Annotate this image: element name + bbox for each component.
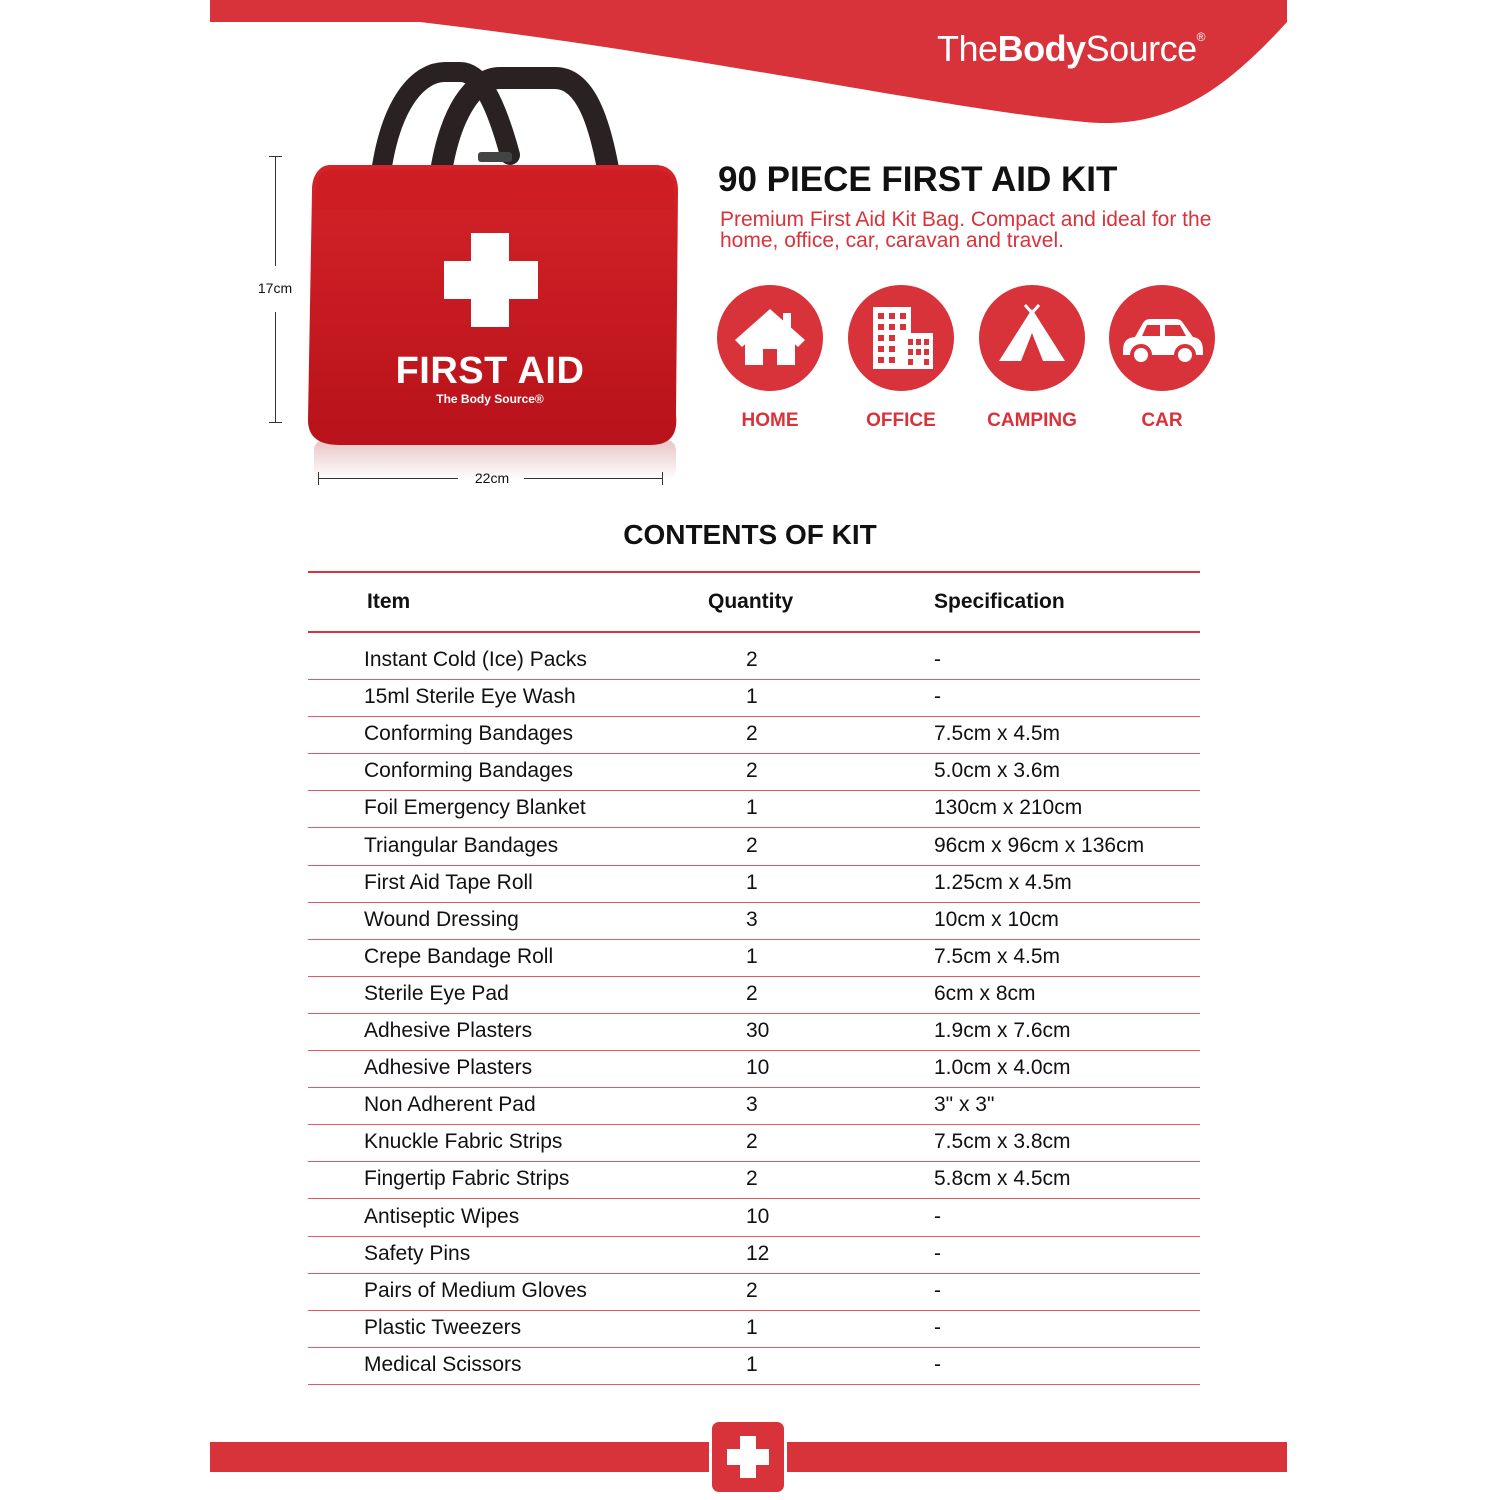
table-row-divider [308, 1384, 1200, 1385]
car-icon [1109, 285, 1215, 391]
item-quantity: 30 [746, 1019, 770, 1042]
bag-brand: The Body Source® [436, 392, 544, 406]
office-building-icon [848, 285, 954, 391]
item-quantity: 2 [746, 1167, 758, 1191]
use-label-office: OFFICE [866, 410, 936, 431]
item-specification: 1.0cm x 4.0cm [934, 1056, 1071, 1080]
tent-icon [979, 285, 1085, 391]
item-specification: - [934, 1352, 941, 1376]
item-quantity: 2 [746, 759, 758, 783]
item-quantity: 12 [746, 1241, 770, 1265]
first-aid-bag-image [300, 60, 700, 480]
contents-title: CONTENTS OF KIT [623, 519, 877, 550]
table-row-divider [308, 716, 1200, 717]
item-name: Adhesive Plasters [364, 1019, 533, 1042]
width-dimension-cap [662, 472, 663, 485]
use-label-home: HOME [741, 410, 799, 431]
product-title: 90 PIECE FIRST AID KIT [718, 160, 1118, 199]
item-name: Instant Cold (Ice) Packs [364, 648, 587, 671]
footer-bar-left [210, 1442, 709, 1472]
height-dimension-label: 17cm [250, 280, 300, 296]
item-specification: 96cm x 96cm x 136cm [934, 833, 1145, 857]
item-name: Conforming Bandages [364, 722, 573, 746]
item-quantity: 1 [746, 1352, 758, 1376]
use-label-car: CAR [1141, 410, 1183, 431]
table-row-divider [308, 1273, 1200, 1274]
item-quantity: 2 [746, 981, 758, 1005]
height-dimension-cap [269, 156, 282, 157]
item-specification: 10cm x 10cm [934, 907, 1059, 931]
item-quantity: 2 [746, 1278, 758, 1302]
width-dimension-line [318, 478, 458, 479]
item-name: Triangular Bandages [364, 833, 559, 857]
item-name: Medical Scissors [364, 1352, 522, 1376]
medical-cross-icon [709, 1419, 787, 1495]
table-row-divider [308, 1198, 1200, 1199]
item-quantity: 2 [746, 722, 758, 746]
item-specification: - [934, 1278, 941, 1302]
home-icon [717, 285, 823, 391]
table-row-divider [308, 1161, 1200, 1162]
item-name: Foil Emergency Blanket [364, 796, 586, 820]
item-name: Safety Pins [364, 1241, 471, 1265]
width-dimension-label: 22cm [474, 470, 510, 486]
item-specification: 1.9cm x 7.6cm [934, 1019, 1071, 1042]
item-quantity: 1 [746, 944, 758, 968]
item-specification: 7.5cm x 4.5m [934, 944, 1061, 968]
column-header-item: Item [367, 590, 411, 613]
table-row-divider [308, 790, 1200, 791]
item-quantity: 2 [746, 648, 758, 671]
column-header-quantity: Quantity [708, 590, 794, 613]
item-name: Wound Dressing [364, 907, 519, 931]
table-row-divider [308, 1124, 1200, 1125]
column-header-specification: Specification [934, 590, 1065, 613]
width-dimension-line [524, 478, 663, 479]
use-label-camping: CAMPING [987, 410, 1077, 431]
item-name: First Aid Tape Roll [364, 870, 533, 894]
bag-label: FIRST AID [395, 350, 585, 392]
table-row-divider [308, 1013, 1200, 1014]
item-quantity: 10 [746, 1056, 770, 1080]
table-row-divider [308, 1347, 1200, 1348]
item-specification: 3" x 3" [934, 1093, 995, 1117]
brand-logo: TheBodySource® [937, 28, 1205, 69]
item-specification: 1.25cm x 4.5m [934, 870, 1072, 894]
item-quantity: 3 [746, 907, 758, 931]
item-name: Sterile Eye Pad [364, 981, 509, 1005]
item-specification: - [934, 1241, 941, 1265]
item-name: Plastic Tweezers [364, 1315, 522, 1339]
item-quantity: 1 [746, 796, 758, 820]
item-name: Crepe Bandage Roll [364, 944, 554, 968]
item-name: 15ml Sterile Eye Wash [364, 685, 576, 709]
table-row-divider [308, 679, 1200, 680]
item-specification: - [934, 1315, 941, 1339]
item-name: Adhesive Plasters [364, 1056, 533, 1080]
table-row-divider [308, 753, 1200, 754]
table-row-divider [308, 865, 1200, 866]
item-quantity: 2 [746, 833, 758, 857]
height-dimension-line [275, 312, 276, 422]
item-quantity: 3 [746, 1093, 758, 1117]
table-row-divider [308, 1050, 1200, 1051]
item-specification: - [934, 685, 941, 709]
item-specification: 6cm x 8cm [934, 981, 1036, 1005]
table-row-divider [308, 1087, 1200, 1088]
item-specification: 5.0cm x 3.6m [934, 759, 1061, 783]
height-dimension-line [275, 156, 276, 266]
table-row-divider [308, 902, 1200, 903]
item-quantity: 1 [746, 1315, 758, 1339]
item-specification: - [934, 1204, 941, 1228]
item-specification: 130cm x 210cm [934, 796, 1083, 820]
item-specification: 7.5cm x 3.8cm [934, 1130, 1071, 1154]
item-quantity: 1 [746, 870, 758, 894]
item-name: Pairs of Medium Gloves [364, 1278, 587, 1302]
item-name: Knuckle Fabric Strips [364, 1130, 563, 1154]
item-name: Antiseptic Wipes [364, 1204, 520, 1228]
table-header-rule [308, 631, 1200, 633]
item-quantity: 2 [746, 1130, 758, 1154]
table-row-divider [308, 1310, 1200, 1311]
table-row-divider [308, 976, 1200, 977]
table-row-divider [308, 939, 1200, 940]
item-specification: 5.8cm x 4.5cm [934, 1167, 1071, 1191]
table-row-divider [308, 827, 1200, 828]
width-dimension-cap [318, 472, 319, 485]
item-specification: - [934, 648, 941, 671]
table-row-divider [308, 1236, 1200, 1237]
item-quantity: 1 [746, 685, 758, 709]
item-name: Fingertip Fabric Strips [364, 1167, 570, 1191]
item-quantity: 10 [746, 1204, 770, 1228]
item-specification: 7.5cm x 4.5m [934, 722, 1061, 746]
table-top-rule [308, 571, 1200, 573]
item-name: Non Adherent Pad [364, 1093, 536, 1117]
header-banner [0, 0, 1500, 130]
height-dimension-cap [269, 422, 282, 423]
product-description: Premium First Aid Kit Bag. Compact and ideal for the home, office, car, caravan and travel. [720, 208, 1212, 252]
footer-bar-right [787, 1442, 1287, 1472]
item-name: Conforming Bandages [364, 759, 573, 783]
